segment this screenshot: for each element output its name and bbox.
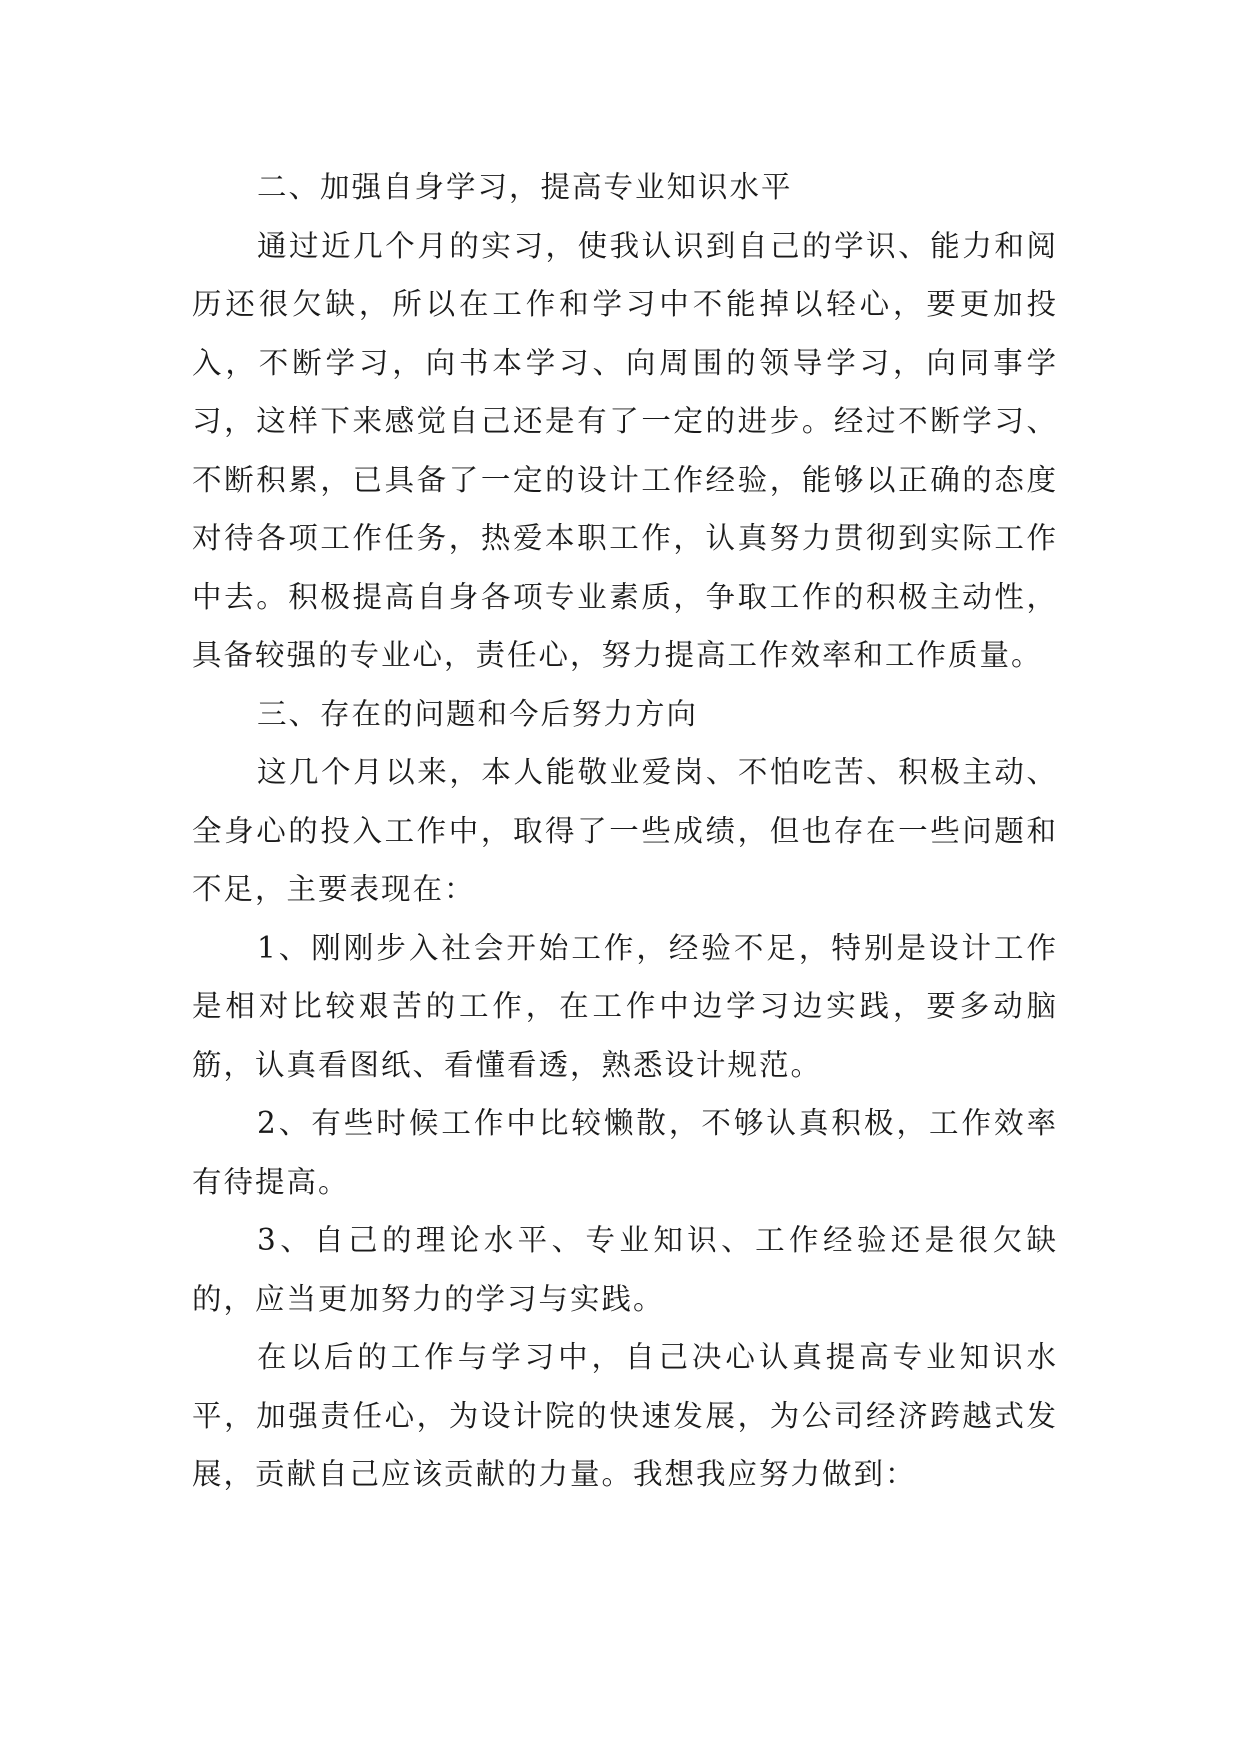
paragraph-future-resolve: 在以后的工作与学习中，自己决心认真提高专业知识水平，加强责任心，为设计院的快速发展，为公司经济跨越式发展，贡献自己应该贡献的力量。我想我应努力做到： (192, 1340, 1058, 1491)
section-heading-study: 二、加强自身学习，提高专业知识水平 (257, 170, 793, 204)
document-body (192, 158, 1058, 1504)
list-item-problem-2: 2、有些时候工作中比较懒散，不够认真积极，工作效率有待提高。 (192, 1106, 1058, 1199)
paragraph-study-progress: 通过近几个月的实习，使我认识到自己的学识、能力和阅历还很欠缺，所以在工作和学习中不能掉以轻心，要更加投入，不断学习，向书本学习、向周围的领导学习，向同事学习，这样下来感觉自己还是有了一定的进步。经过不断学习、不断积累，已具备了一定的设计工作经验，能够以正确的态度对待各项工作任务，热爱本职工作，认真努力贯彻到实际工作中去。积极提高自身各项专业素质，争取工作的积极主动性，具备较强的专业心，责任心，努力提高工作效率和工作质量。 (192, 228, 1058, 672)
list-item-problem-1: 1、刚刚步入社会开始工作，经验不足，特别是设计工作是相对比较艰苦的工作，在工作中边学习边实践，要多动脑筋，认真看图纸、看懂看透，熟悉设计规范。 (192, 930, 1058, 1082)
paragraph-problems-intro: 这几个月以来，本人能敬业爱岗、不怕吃苦、积极主动、全身心的投入工作中，取得了一些成绩，但也存在一些问题和不足，主要表现在： (192, 755, 1058, 906)
section-heading-problems: 三、存在的问题和今后努力方向 (257, 696, 699, 731)
list-item-problem-3: 3、自己的理论水平、专业知识、工作经验还是很欠缺的，应当更加努力的学习与实践。 (192, 1223, 1058, 1316)
